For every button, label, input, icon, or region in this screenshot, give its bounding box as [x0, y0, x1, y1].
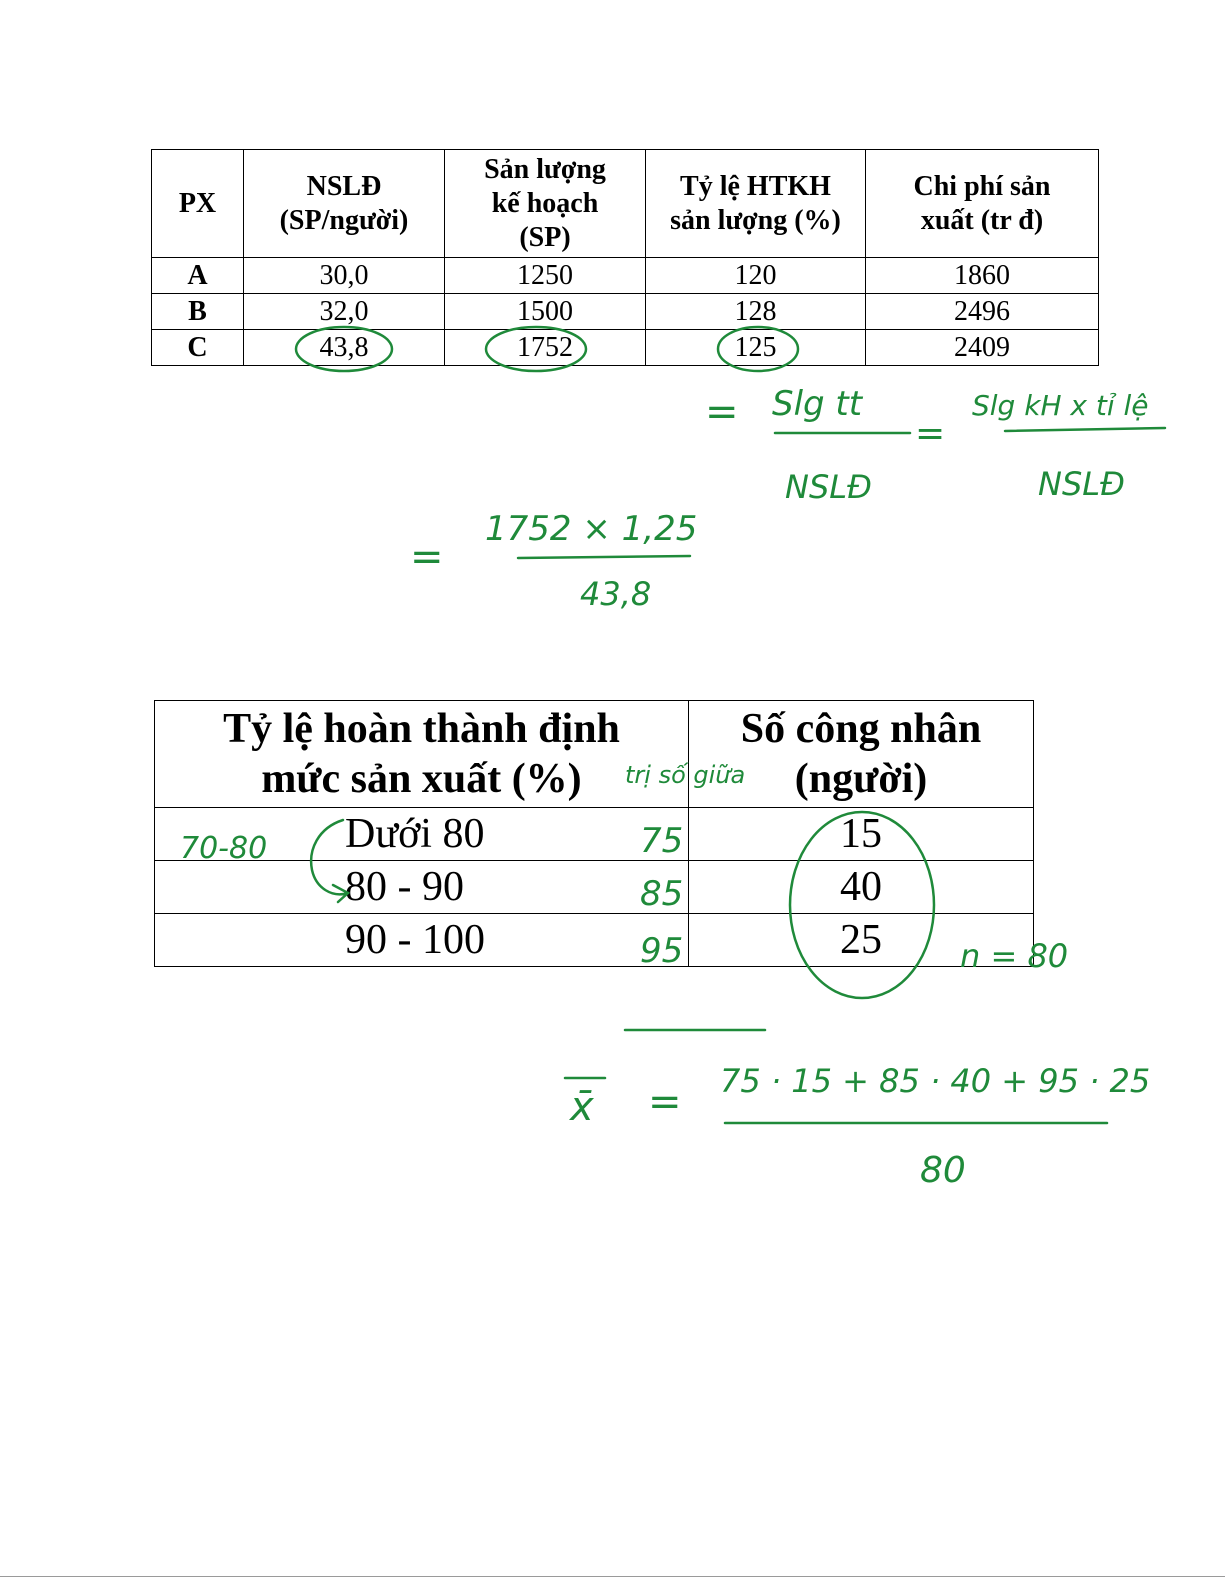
cell-range: 80 - 90: [155, 861, 689, 914]
header-completion-rate: [646, 150, 866, 258]
eq1-numerator-2: Slg kH x tỉ lệ: [972, 389, 1149, 422]
cell-cost: 2496: [866, 294, 1099, 330]
eq2-numerator: 1752 × 1,25: [485, 509, 698, 549]
table-row: [152, 330, 1099, 366]
header-workers-line2: (người): [794, 756, 928, 802]
cell-cost: 2409: [866, 330, 1099, 366]
cell-nsld: 32,0: [244, 294, 445, 330]
midpoint-1: 75: [640, 821, 684, 861]
cell-workers: 40: [689, 861, 1034, 914]
header-rate-line1: Tỷ lệ HTKH: [680, 170, 831, 202]
completion-table: [154, 700, 1034, 967]
header-nsld-line1: NSLĐ: [306, 170, 382, 202]
page-bottom-rule: [0, 1576, 1225, 1577]
table-row: [155, 861, 1034, 914]
cell-workers: 15: [689, 808, 1034, 861]
mean-equals: =: [648, 1079, 682, 1125]
eq1-denominator-2: NSLĐ: [1038, 465, 1125, 503]
cell-px: A: [152, 258, 244, 294]
cell-rate: 120: [646, 258, 866, 294]
cell-range: 90 - 100: [155, 914, 689, 967]
header-nsld-line2: (SP/người): [279, 204, 409, 236]
cell-px: C: [152, 330, 244, 366]
header-planned-line1: Sản lượng: [484, 153, 606, 185]
midpoint-2: 85: [640, 874, 684, 914]
cell-range: Dưới 80: [155, 808, 689, 861]
eq1-equals-2: =: [915, 413, 946, 454]
header-cost-line2: xuất (tr đ): [920, 204, 1044, 236]
table-row: [152, 258, 1099, 294]
header-px: [152, 150, 244, 258]
cell-nsld: 43,8: [244, 330, 445, 366]
cell-planned: 1250: [445, 258, 646, 294]
header-workers: [689, 701, 1034, 808]
eq1-numerator: Slg tt: [772, 384, 863, 424]
header-nsld: [244, 150, 445, 258]
production-table-header: [152, 150, 1099, 258]
header-rate-line2: sản lượng (%): [670, 204, 841, 236]
header-pct-line2: mức sản xuất (%): [261, 756, 582, 802]
midpoint-3: 95: [640, 931, 684, 971]
table-row: [155, 808, 1034, 861]
eq1-fraction-bar-2: [1005, 428, 1165, 431]
note-midpoint: trị số giữa: [625, 761, 746, 789]
header-completion-pct: [155, 701, 689, 808]
header-planned-line3: (SP): [519, 221, 571, 253]
eq1-equals: =: [705, 389, 739, 435]
header-workers-line1: Số công nhân: [740, 706, 982, 752]
mean-numerator: 75 · 15 + 85 · 40 + 95 · 25: [720, 1062, 1151, 1100]
header-px-label: PX: [178, 187, 217, 219]
n-total: n = 80: [960, 937, 1069, 975]
completion-table-header: [155, 701, 1034, 808]
eq2-fraction-bar: [518, 556, 690, 558]
header-pct-line1: Tỷ lệ hoàn thành định: [223, 706, 620, 752]
cell-rate: 125: [646, 330, 866, 366]
mean-denominator: 80: [920, 1150, 966, 1191]
table-row: [152, 294, 1099, 330]
cell-planned: 1752: [445, 330, 646, 366]
cell-px: B: [152, 294, 244, 330]
mean-symbol: x̄: [570, 1084, 594, 1130]
production-table: [151, 149, 1099, 366]
cell-cost: 1860: [866, 258, 1099, 294]
cell-workers: 25: [689, 914, 1034, 967]
eq2-denominator: 43,8: [580, 575, 652, 613]
cell-planned: 1500: [445, 294, 646, 330]
header-cost: [866, 150, 1099, 258]
eq2-equals: =: [410, 534, 444, 580]
note-range: 70-80: [180, 831, 268, 866]
cell-nsld: 30,0: [244, 258, 445, 294]
header-planned-line2: kế hoạch: [491, 187, 599, 219]
table-row: [155, 914, 1034, 967]
cell-rate: 128: [646, 294, 866, 330]
eq1-denominator: NSLĐ: [785, 468, 872, 506]
header-cost-line1: Chi phí sản: [913, 170, 1051, 202]
header-planned-output: [445, 150, 646, 258]
